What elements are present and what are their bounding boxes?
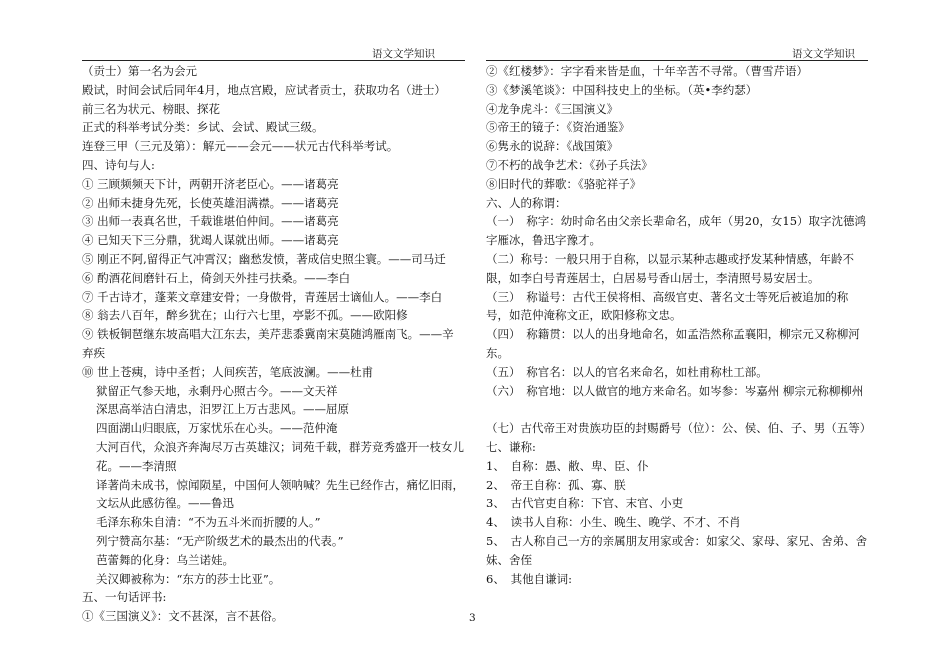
poem-item: ⑥ 酌酒花间磨针石上，倚剑天外挂弓扶桑。——李白 (82, 270, 351, 285)
title-item: （五） 称官名：以人的官名来命名，如杜甫称杜工部。 (486, 364, 768, 379)
title-item: （三） 称谥号：古代王侯将相、高级官吏、著名文士等死后被追加的称号，如范仲淹称文正，欧阳修称文忠。 (486, 289, 849, 323)
poem-item: 狱留正气参天地，永剩丹心照古今。——文天祥 (96, 383, 338, 398)
quote-item: 列宁赞高尔基：“无产阶级艺术的最杰出的代表。” (96, 533, 344, 548)
book-review-item: ③《梦溪笔谈》：中国科技史上的坐标。（英•李约瑟） (486, 82, 758, 97)
page-number: 3 (469, 612, 476, 624)
header-left: 语文文学知识 (372, 48, 435, 60)
quote-item: 毛泽东称朱自清：“不为五斗米而折腰的人。” (96, 515, 321, 530)
title-item: （一） 称字：幼时命名由父亲长辈命名，成年（男20，女15）取字沈德鸿字雁冰，鲁迅字豫才。 (486, 214, 867, 248)
section-heading: 七、谦称: (486, 439, 536, 454)
humble-term-item: 3、 古代官吏自称：下官、末官、小吏 (486, 496, 684, 511)
quote-item: 芭蕾舞的化身：乌兰诺娃。 (96, 552, 234, 567)
poem-item: ⑧ 翁去八百年，醉乡犹在；山行六七里，亭影不孤。——欧阳修 (82, 308, 408, 323)
poem-item: ⑤ 刚正不阿,留得正气冲霄汉；幽愁发愤，著成信史照尘寰。——司马迁 (82, 251, 446, 266)
header-right: 语文文学知识 (792, 48, 855, 60)
text-line: 正式的科举考试分类：乡试、会试、殿试三级。 (82, 120, 324, 135)
section-heading: 四、诗句与人: (82, 157, 155, 172)
section-heading: 六、人的称谓： (486, 195, 567, 210)
poem-item: ② 出师未捷身先死，长使英雄泪满襟。——诸葛亮 (82, 195, 339, 210)
poem-item: 译著尚未成书，惊闻陨星，中国何人领呐喊？先生已经作古，痛忆旧雨，文坛从此感彷徨。——鲁迅 (96, 477, 464, 511)
poem-item: 深思高举洁白清忠，汨罗江上万古悲风。——屈原 (96, 402, 349, 417)
humble-term-item: 4、 读书人自称：小生、晚生、晚学、不才、不肖 (486, 515, 741, 530)
poem-item: ⑦ 千古诗才，蓬莱文章建安骨；一身傲骨，青莲居士谪仙人。——李白 (82, 289, 443, 304)
book-review-item: ①《三国演义》：文不甚深，言不甚俗。 (82, 609, 284, 624)
text-line: 殿试，时间会试后同年4月，地点宫殿，应试者贡士，获取功名（进士） (82, 82, 446, 97)
header-rule-left (82, 60, 465, 61)
text-line: 前三名为状元、榜眼、探花 (82, 101, 220, 116)
text-line: 连登三甲（三元及第）：解元——会元——状元古代科举考试。 (82, 139, 399, 154)
book-review-item: ⑤帝王的镜子：《资治通鉴》 (486, 120, 630, 135)
title-item: （二）称号：一般只用于自称，以显示某种志趣或抒发某种情感，年龄不限，如李白号青莲居士，白居易号香山居士，李清照号易安居士。 (486, 251, 854, 285)
humble-term-item: 2、 帝王自称：孤、寡、朕 (486, 477, 626, 492)
book-review-item: ⑧旧时代的葬歌：《骆驼祥子》 (486, 176, 642, 191)
spacer-line (486, 400, 868, 419)
poem-item: 大河百代，众浪齐奔淘尽万古英雄汉；词苑千载，群芳竞秀盛开一枝女儿花。——李清照 (96, 439, 464, 473)
right-column (486, 62, 872, 588)
book-review-item: ⑥隽永的说辞：《战国策》 (486, 139, 619, 154)
book-review-item: ⑦不朽的战争艺术：《孙子兵法》 (486, 157, 653, 172)
humble-term-item: 6、 其他自谦词: (486, 571, 572, 586)
title-item: （七）古代帝王对贵族功臣的封赐爵号（位）：公、侯、伯、子、男（五等） (486, 421, 872, 436)
section-heading: 五、一句话评书: (82, 590, 167, 605)
text-line: （贡士）第一名为会元 (82, 64, 197, 78)
poem-item: 四面湖山归眼底，万家忧乐在心头。——范仲淹 (96, 421, 338, 436)
poem-item: ① 三顾频频天下计，两朝开济老臣心。——诸葛亮 (82, 176, 339, 191)
humble-term-item: 5、 古人称自己一方的亲属朋友用家或舍：如家父、家母、家兄、舍弟、舍妹、舍侄 (486, 533, 868, 567)
header-rule-right (486, 60, 868, 61)
poem-item: ④ 已知天下三分鼎，犹竭人谋就出师。——诸葛亮 (82, 233, 339, 248)
quote-item: 关汉卿被称为：“东方的莎士比亚”。 (96, 571, 281, 586)
title-item: （六） 称官地：以人做官的地方来命名。如岑参：岑嘉州 柳宗元称柳柳州 (486, 383, 864, 398)
left-column (82, 62, 465, 626)
poem-item: ⑨ 铁板铜琶继东坡高唱大江东去，美芹悲黍冀南宋莫随鸿雁南飞。——辛弃疾 (82, 327, 454, 360)
book-review-item: ②《红楼梦》：字字看来皆是血，十年辛苦不寻常。（曹雪芹语） (486, 64, 808, 78)
humble-term-item: 1、 自称：愚、敝、卑、臣、仆 (486, 458, 649, 473)
poem-item: ⑩ 世上苍痍，诗中圣哲；人间疾苦，笔底波澜。——杜甫 (82, 364, 374, 379)
book-review-item: ④龙争虎斗：《三国演义》 (486, 101, 619, 116)
title-item: （四） 称籍贯：以人的出身地命名，如孟浩然称孟襄阳，柳宗元又称柳河东。 (486, 327, 860, 360)
poem-item: ③ 出师一表真名世，千载谁堪伯仲间。——诸葛亮 (82, 214, 339, 229)
